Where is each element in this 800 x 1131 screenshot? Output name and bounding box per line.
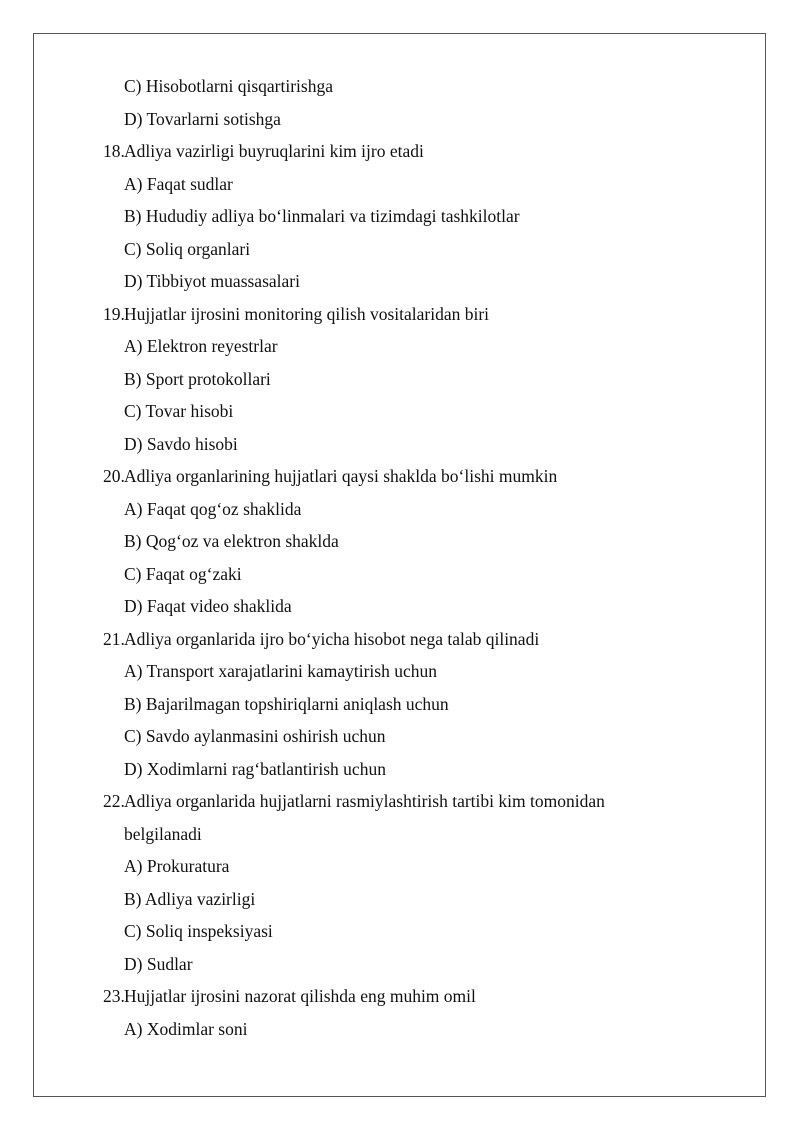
question-number: 23. xyxy=(103,986,125,1006)
answer-option xyxy=(0,395,800,428)
question-18 xyxy=(0,135,800,168)
answer-option xyxy=(0,200,800,233)
answer-option xyxy=(0,1013,800,1046)
question-19 xyxy=(0,298,800,331)
option-text: A) Faqat sudlar xyxy=(124,173,233,194)
question-number: 22. xyxy=(103,791,125,811)
option-text: D) Sudlar xyxy=(124,953,193,974)
answer-option xyxy=(0,363,800,396)
answer-option xyxy=(0,493,800,526)
question-23 xyxy=(0,980,800,1013)
option-text: A) Transport xarajatlarini kamaytirish uchun xyxy=(124,661,437,681)
option-text: B) Sport protokollari xyxy=(124,368,271,389)
option-text: C) Hisobotlarni qisqartirishga xyxy=(124,76,334,96)
answer-option xyxy=(0,883,800,916)
option-text: B) Qog‘oz va elektron shaklda xyxy=(124,531,339,551)
answer-option xyxy=(0,233,800,266)
option-text: B) Adliya vazirligi xyxy=(124,888,256,909)
question-text: Hujjatlar ijrosini monitoring qilish vositalaridan biri xyxy=(124,303,490,324)
question-text: Adliya organlarida hujjatlarni rasmiylashtirish tartibi kim tomonidan xyxy=(124,791,605,811)
answer-option xyxy=(0,70,800,103)
answer-option xyxy=(0,850,800,883)
option-text: C) Faqat og‘zaki xyxy=(124,563,242,584)
document-body xyxy=(0,70,800,1045)
option-text: A) Faqat qog‘oz shaklida xyxy=(124,498,302,519)
question-number: 19. xyxy=(103,303,125,324)
question-text: Adliya organlarida ijro bo‘yicha hisobot nega talab qilinadi xyxy=(124,628,540,649)
option-text: B) Bajarilmagan topshiriqlarni aniqlash uchun xyxy=(124,693,449,714)
option-text: D) Tibbiyot muassasalari xyxy=(124,271,300,291)
option-text: A) Xodimlar soni xyxy=(124,1018,248,1039)
question-20 xyxy=(0,460,800,493)
answer-option xyxy=(0,948,800,981)
option-text: D) Tovarlarni sotishga xyxy=(124,108,281,129)
answer-option xyxy=(0,720,800,753)
option-text: D) Faqat video shaklida xyxy=(124,596,292,616)
answer-option xyxy=(0,168,800,201)
option-text: D) Savdo hisobi xyxy=(124,433,238,454)
answer-option xyxy=(0,655,800,688)
answer-option xyxy=(0,915,800,948)
answer-option xyxy=(0,428,800,461)
answer-option xyxy=(0,590,800,623)
question-text: Adliya organlarining hujjatlari qaysi shaklda bo‘lishi mumkin xyxy=(124,466,558,486)
question-number: 21. xyxy=(103,628,125,649)
answer-option xyxy=(0,525,800,558)
question-number: 20. xyxy=(103,466,125,486)
answer-option xyxy=(0,688,800,721)
option-text: A) Elektron reyestrlar xyxy=(124,336,278,356)
answer-option xyxy=(0,103,800,136)
question-text: Hujjatlar ijrosini nazorat qilishda eng muhim omil xyxy=(124,986,476,1006)
option-text: C) Tovar hisobi xyxy=(124,401,234,421)
answer-option xyxy=(0,753,800,786)
option-text: C) Soliq inspeksiyasi xyxy=(124,921,273,941)
option-text: C) Savdo aylanmasini oshirish uchun xyxy=(124,726,386,746)
question-text: Adliya vazirligi buyruqlarini kim ijro etadi xyxy=(124,141,424,161)
option-text: A) Prokuratura xyxy=(124,856,230,876)
answer-option xyxy=(0,330,800,363)
answer-option xyxy=(0,265,800,298)
option-text: B) Hududiy adliya bo‘linmalari va tizimdagi tashkilotlar xyxy=(124,206,520,226)
question-number: 18. xyxy=(103,141,125,161)
question-text: belgilanadi xyxy=(124,823,202,844)
question-21 xyxy=(0,623,800,656)
question-text-continuation xyxy=(0,818,800,851)
question-22 xyxy=(0,785,800,818)
option-text: C) Soliq organlari xyxy=(124,238,251,259)
option-text: D) Xodimlarni rag‘batlantirish uchun xyxy=(124,758,386,779)
answer-option xyxy=(0,558,800,591)
